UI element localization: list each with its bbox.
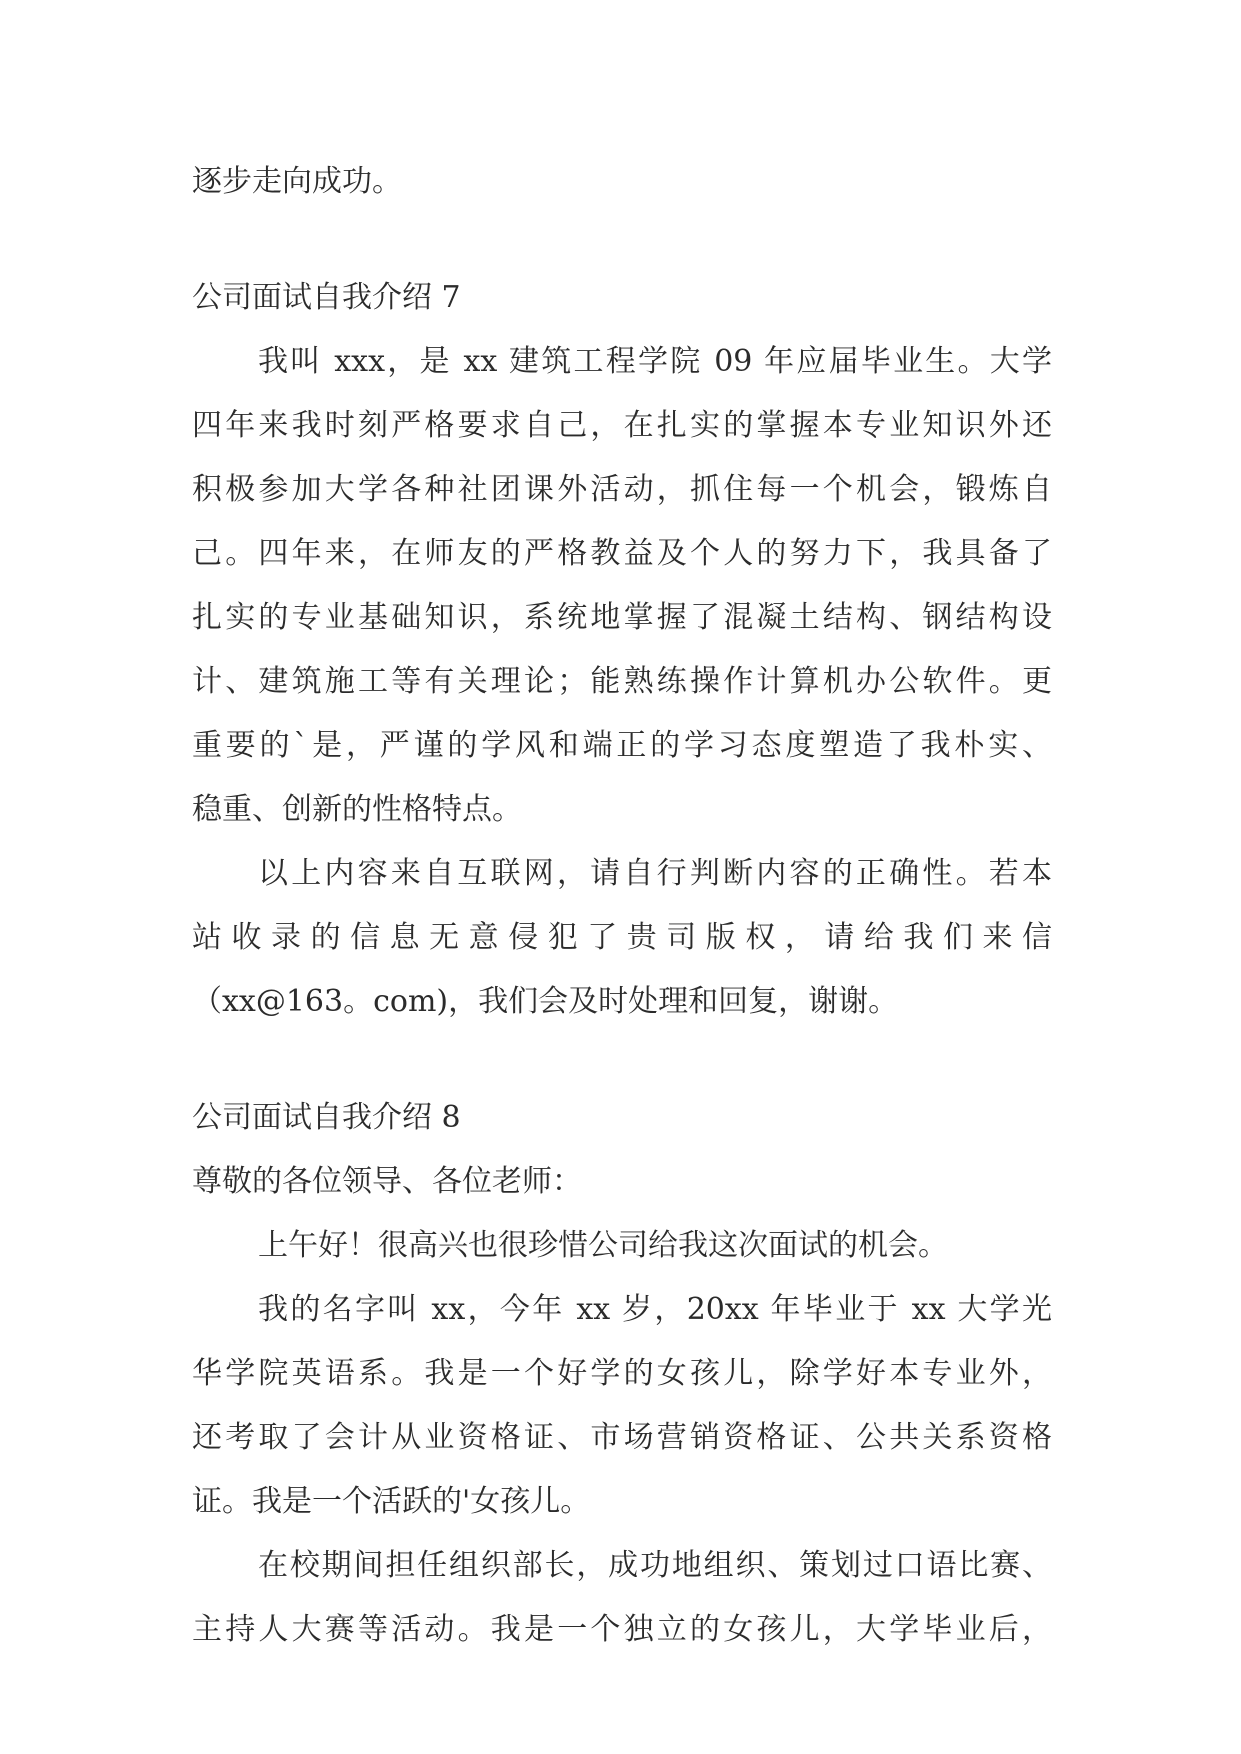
section-8-paragraph-2 — [192, 1534, 1052, 1662]
section-gap — [192, 1034, 1052, 1086]
section-7-paragraph-2 — [192, 842, 1052, 1034]
paragraph-line: 扎实的专业基础知识，系统地掌握了混凝土结构、钢结构设 — [192, 600, 1052, 635]
salutation: 尊敬的各位领导、各位老师： — [192, 1164, 582, 1199]
paragraph-line: 己。四年来，在师友的严格教益及个人的努力下，我具备了 — [192, 536, 1052, 571]
paragraph-line: 稳重、创新的性格特点。 — [192, 792, 522, 827]
paragraph-line: 证。我是一个活跃的'女孩儿。 — [192, 1484, 591, 1519]
paragraph-line: 在校期间担任组织部长，成功地组织、策划过口语比赛、 — [258, 1548, 1052, 1583]
section-7-paragraph-1 — [192, 330, 1052, 842]
continuation-text: 逐步走向成功。 — [192, 164, 402, 199]
paragraph-line: 华学院英语系。我是一个好学的女孩儿，除学好本专业外， — [192, 1356, 1052, 1391]
section-7-heading: 公司面试自我介绍 7 — [192, 280, 461, 315]
paragraph-line: 积极参加大学各种社团课外活动，抓住每一个机会，锻炼自 — [192, 472, 1052, 507]
paragraph-line: 重要的`是，严谨的学风和端正的学习态度塑造了我朴实、 — [192, 728, 1052, 763]
section-8-heading: 公司面试自我介绍 8 — [192, 1100, 461, 1135]
paragraph-line: （xx@163。com)，我们会及时处理和回复，谢谢。 — [192, 984, 899, 1019]
greeting: 上午好！很高兴也很珍惜公司给我这次面试的机会。 — [258, 1228, 948, 1263]
paragraph-line: 计、建筑施工等有关理论；能熟练操作计算机办公软件。更 — [192, 664, 1052, 699]
document-page — [192, 150, 1052, 1662]
paragraph-line: 以上内容来自互联网，请自行判断内容的正确性。若本 — [258, 856, 1052, 891]
section-gap — [192, 214, 1052, 266]
paragraph-line: 我叫 xxx，是 xx 建筑工程学院 09 年应届毕业生。大学 — [258, 344, 1052, 379]
paragraph-line: 我的名字叫 xx，今年 xx 岁，20xx 年毕业于 xx 大学光 — [258, 1292, 1052, 1327]
section-8-paragraph-1 — [192, 1278, 1052, 1534]
paragraph-line: 站收录的信息无意侵犯了贵司版权，请给我们来信 — [192, 920, 1052, 955]
paragraph-line: 还考取了会计从业资格证、市场营销资格证、公共关系资格 — [192, 1420, 1052, 1455]
paragraph-line: 主持人大赛等活动。我是一个独立的女孩儿，大学毕业后， — [192, 1612, 1052, 1647]
paragraph-line: 四年来我时刻严格要求自己，在扎实的掌握本专业知识外还 — [192, 408, 1052, 443]
